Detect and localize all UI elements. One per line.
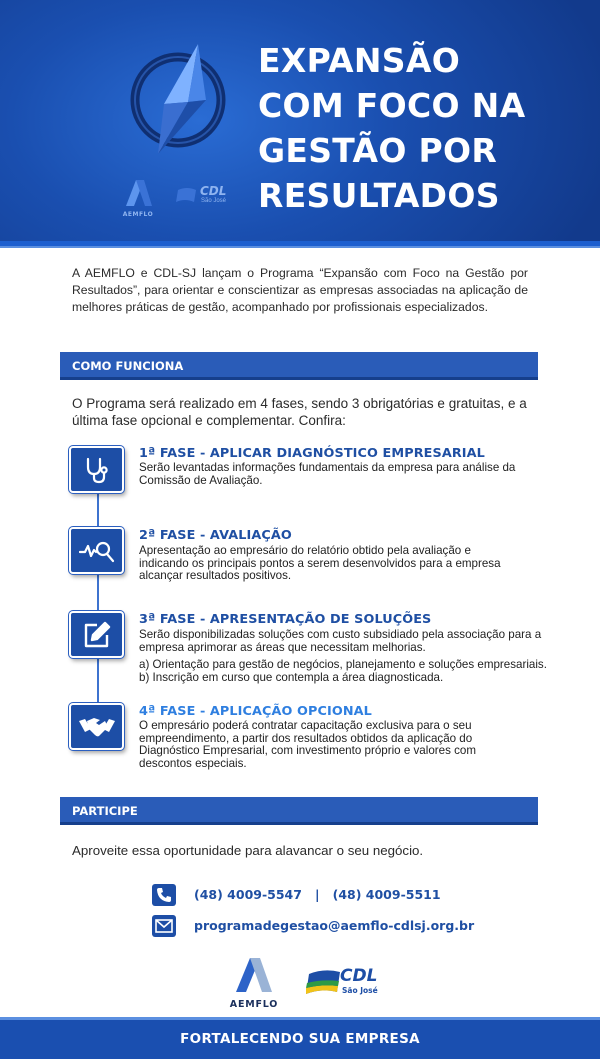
cdl-logo-footer: CDL São José — [306, 966, 376, 1000]
aemflo-mark-icon — [226, 958, 282, 992]
phase-3-item: b) Inscrição em curso que contempla a área diagnosticada. — [139, 670, 444, 684]
phase-3-icon-box — [69, 611, 124, 658]
edit-icon — [83, 621, 111, 649]
page-title — [258, 38, 588, 218]
phase-3-item: a) Orientação para gestão de negócios, planejamento e soluções empresariais. — [139, 658, 547, 672]
title-line: COM FOCO NA — [258, 86, 526, 125]
phase-4-description: O empresário poderá contratar capacitação exclusiva para o seu empreendimento, a partir dos resultados obtidos da aplicação do Diagnóstico Empresarial, com investimento próprio e valores com descontos especiais. — [139, 719, 476, 770]
phase-2-icon-box — [69, 527, 124, 574]
header-stripe-light — [0, 246, 600, 248]
como-funciona-intro: O Programa será realizado em 4 fases, sendo 3 obrigatórias e gratuitas, e a última fase opcional e complementar. Confira: — [72, 396, 527, 428]
cdl-mark-icon — [306, 966, 342, 996]
aemflo-mark-icon — [118, 180, 158, 206]
phase-4-icon-box — [69, 703, 124, 750]
phone-icon — [156, 887, 172, 903]
cdl-logo-header: CDL São José — [176, 184, 230, 208]
phase-2-title: 2ª FASE - AVALIAÇÃO — [139, 528, 292, 543]
timeline-line — [97, 470, 99, 732]
title-line: GESTÃO POR — [258, 131, 498, 170]
phase-2-description: Apresentação ao empresário do relatório obtido pela avaliação e indicando os principais pontos a serem desenvolvidos para a empresa alcançar resultados positivos. — [139, 544, 501, 583]
compass-logo-icon — [128, 42, 228, 162]
email-link[interactable]: programadegestao@aemflo-cdlsj.org.br — [194, 918, 475, 933]
aemflo-logo-footer: AEMFLO — [226, 958, 282, 1008]
stethoscope-icon — [82, 455, 112, 485]
handshake-icon — [79, 715, 115, 739]
email-icon-box — [152, 915, 176, 937]
aemflo-logo-header: AEMFLO — [118, 180, 158, 216]
phone-icon-box — [152, 884, 176, 906]
phone-numbers[interactable]: (48) 4009-5547 | (48) 4009-5511 — [194, 887, 441, 902]
phase-1-description: Serão levantadas informações fundamentais da empresa para análise da Comissão de Avaliação. — [139, 461, 516, 487]
header-banner — [0, 0, 600, 245]
participe-text: Aproveite essa oportunidade para alavancar o seu negócio. — [72, 843, 424, 858]
phase-3-title: 3ª FASE - APRESENTAÇÃO DE SOLUÇÕES — [139, 612, 432, 627]
section-heading-participe: PARTICIPE — [60, 797, 538, 825]
footer-banner: FORTALECENDO SUA EMPRESA — [0, 1017, 600, 1059]
analysis-icon — [79, 538, 115, 564]
phase-3-description: Serão disponibilizadas soluções com custo subsidiado pela associação para a empresa aprimorar as áreas que necessitam melhorias. a) Orientação para gestão de negócios, planejamento e soluções empresariais. b) Inscrição em curso que contempla a área diagnosticada. — [139, 629, 559, 684]
phase-4-title: 4ª FASE - APLICAÇÃO OPCIONAL — [139, 704, 372, 719]
phase-1-title: 1ª FASE - APLICAR DIAGNÓSTICO EMPRESARIAL — [139, 446, 485, 461]
title-line: EXPANSÃO — [258, 41, 461, 80]
intro-paragraph: A AEMFLO e CDL-SJ lançam o Programa “Expansão com Foco na Gestão por Resultados”, para orientar e conscientizar as empresas associadas na aplicação de melhores práticas de gestão, acompanhado por profissionais especializados. — [72, 266, 528, 314]
section-heading-como-funciona: COMO FUNCIONA — [60, 352, 538, 380]
cdl-mark-icon — [176, 186, 198, 204]
title-line: RESULTADOS — [258, 176, 500, 215]
email-icon — [155, 919, 173, 933]
phase-1-icon-box — [69, 446, 124, 493]
